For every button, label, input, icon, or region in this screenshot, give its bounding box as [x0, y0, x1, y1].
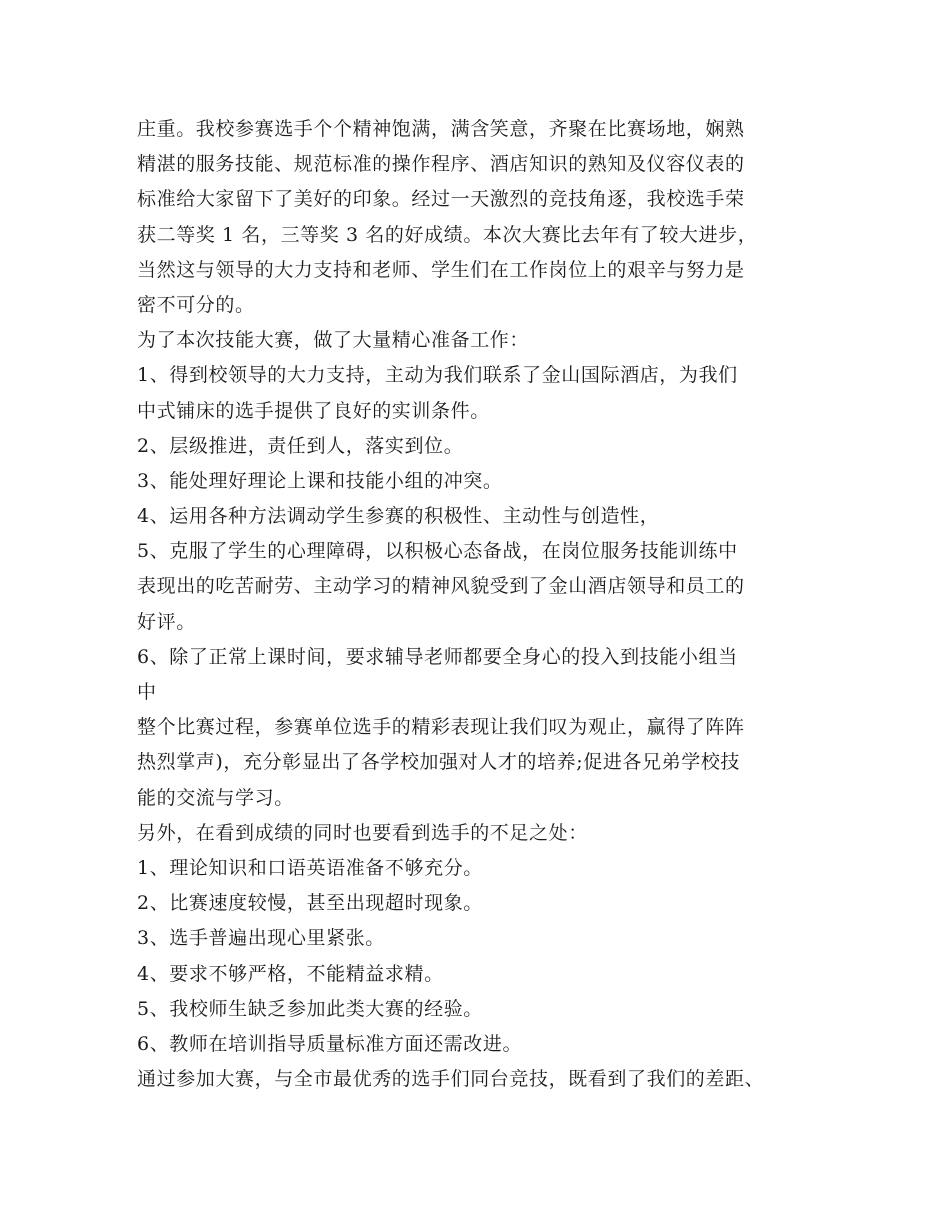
- text-line: 标准给大家留下了美好的印象。经过一天激烈的竞技角逐，我校选手荣: [137, 188, 745, 211]
- text-line: 2、层级推进，责任到人，落实到位。: [137, 434, 464, 457]
- text-line: 另外，在看到成绩的同时也要看到选手的不足之处：: [137, 821, 588, 844]
- text-line: 5、克服了学生的心理障碍，以积极心态备战，在岗位服务技能训练中: [137, 540, 738, 563]
- text-line: 6、除了正常上课时间，要求辅导老师都要全身心的投入到技能小组当: [137, 645, 738, 668]
- text-line: 为了本次技能大赛，做了大量精心准备工作：: [137, 329, 530, 352]
- text-line: 1、得到校领导的大力支持，主动为我们联系了金山国际酒店，为我们: [137, 364, 738, 387]
- text-line: 获二等奖 1 名，三等奖 3 名的好成绩。本次大赛比去年有了较大进步，: [137, 223, 758, 246]
- document-body: [137, 112, 827, 1097]
- text-line: 3、选手普遍出现心里紧张。: [137, 927, 385, 950]
- text-line: 好评。: [137, 610, 196, 633]
- text-line: 4、运用各种方法调动学生参赛的积极性、主动性与创造性，: [137, 505, 660, 528]
- text-line: 3、能处理好理论上课和技能小组的冲突。: [137, 469, 503, 492]
- text-line: 通过参加大赛，与全市最优秀的选手们同台竞技，既看到了我们的差距、: [137, 1068, 765, 1091]
- text-line: 6、教师在培训指导质量标准方面还需改进。: [137, 1032, 523, 1055]
- text-line: 密不可分的。: [137, 293, 255, 316]
- text-line: 5、我校师生缺乏参加此类大赛的经验。: [137, 997, 483, 1020]
- text-line: 能的交流与学习。: [137, 786, 294, 809]
- text-line: 中式铺床的选手提供了良好的实训条件。: [137, 399, 490, 422]
- text-line: 当然这与领导的大力支持和老师、学生们在工作岗位上的艰辛与努力是: [137, 258, 745, 281]
- text-line: 整个比赛过程，参赛单位选手的精彩表现让我们叹为观止，赢得了阵阵: [137, 716, 745, 739]
- text-line: 4、要求不够严格，不能精益求精。: [137, 962, 444, 985]
- text-line: 1、理论知识和口语英语准备不够充分。: [137, 856, 483, 879]
- text-line: 庄重。我校参赛选手个个精神饱满，满含笑意，齐聚在比赛场地，娴熟: [137, 118, 745, 140]
- text-line: 表现出的吃苦耐劳、主动学习的精神风貌受到了金山酒店领导和员工的: [137, 575, 745, 598]
- text-line: 2、比赛速度较慢，甚至出现超时现象。: [137, 892, 483, 915]
- text-line: 热烈掌声)，充分彰显出了各学校加强对人才的培养;促进各兄弟学校技: [137, 751, 741, 774]
- text-line: 中: [137, 681, 157, 703]
- text-line: 精湛的服务技能、规范标准的操作程序、酒店知识的熟知及仪容仪表的: [137, 153, 745, 176]
